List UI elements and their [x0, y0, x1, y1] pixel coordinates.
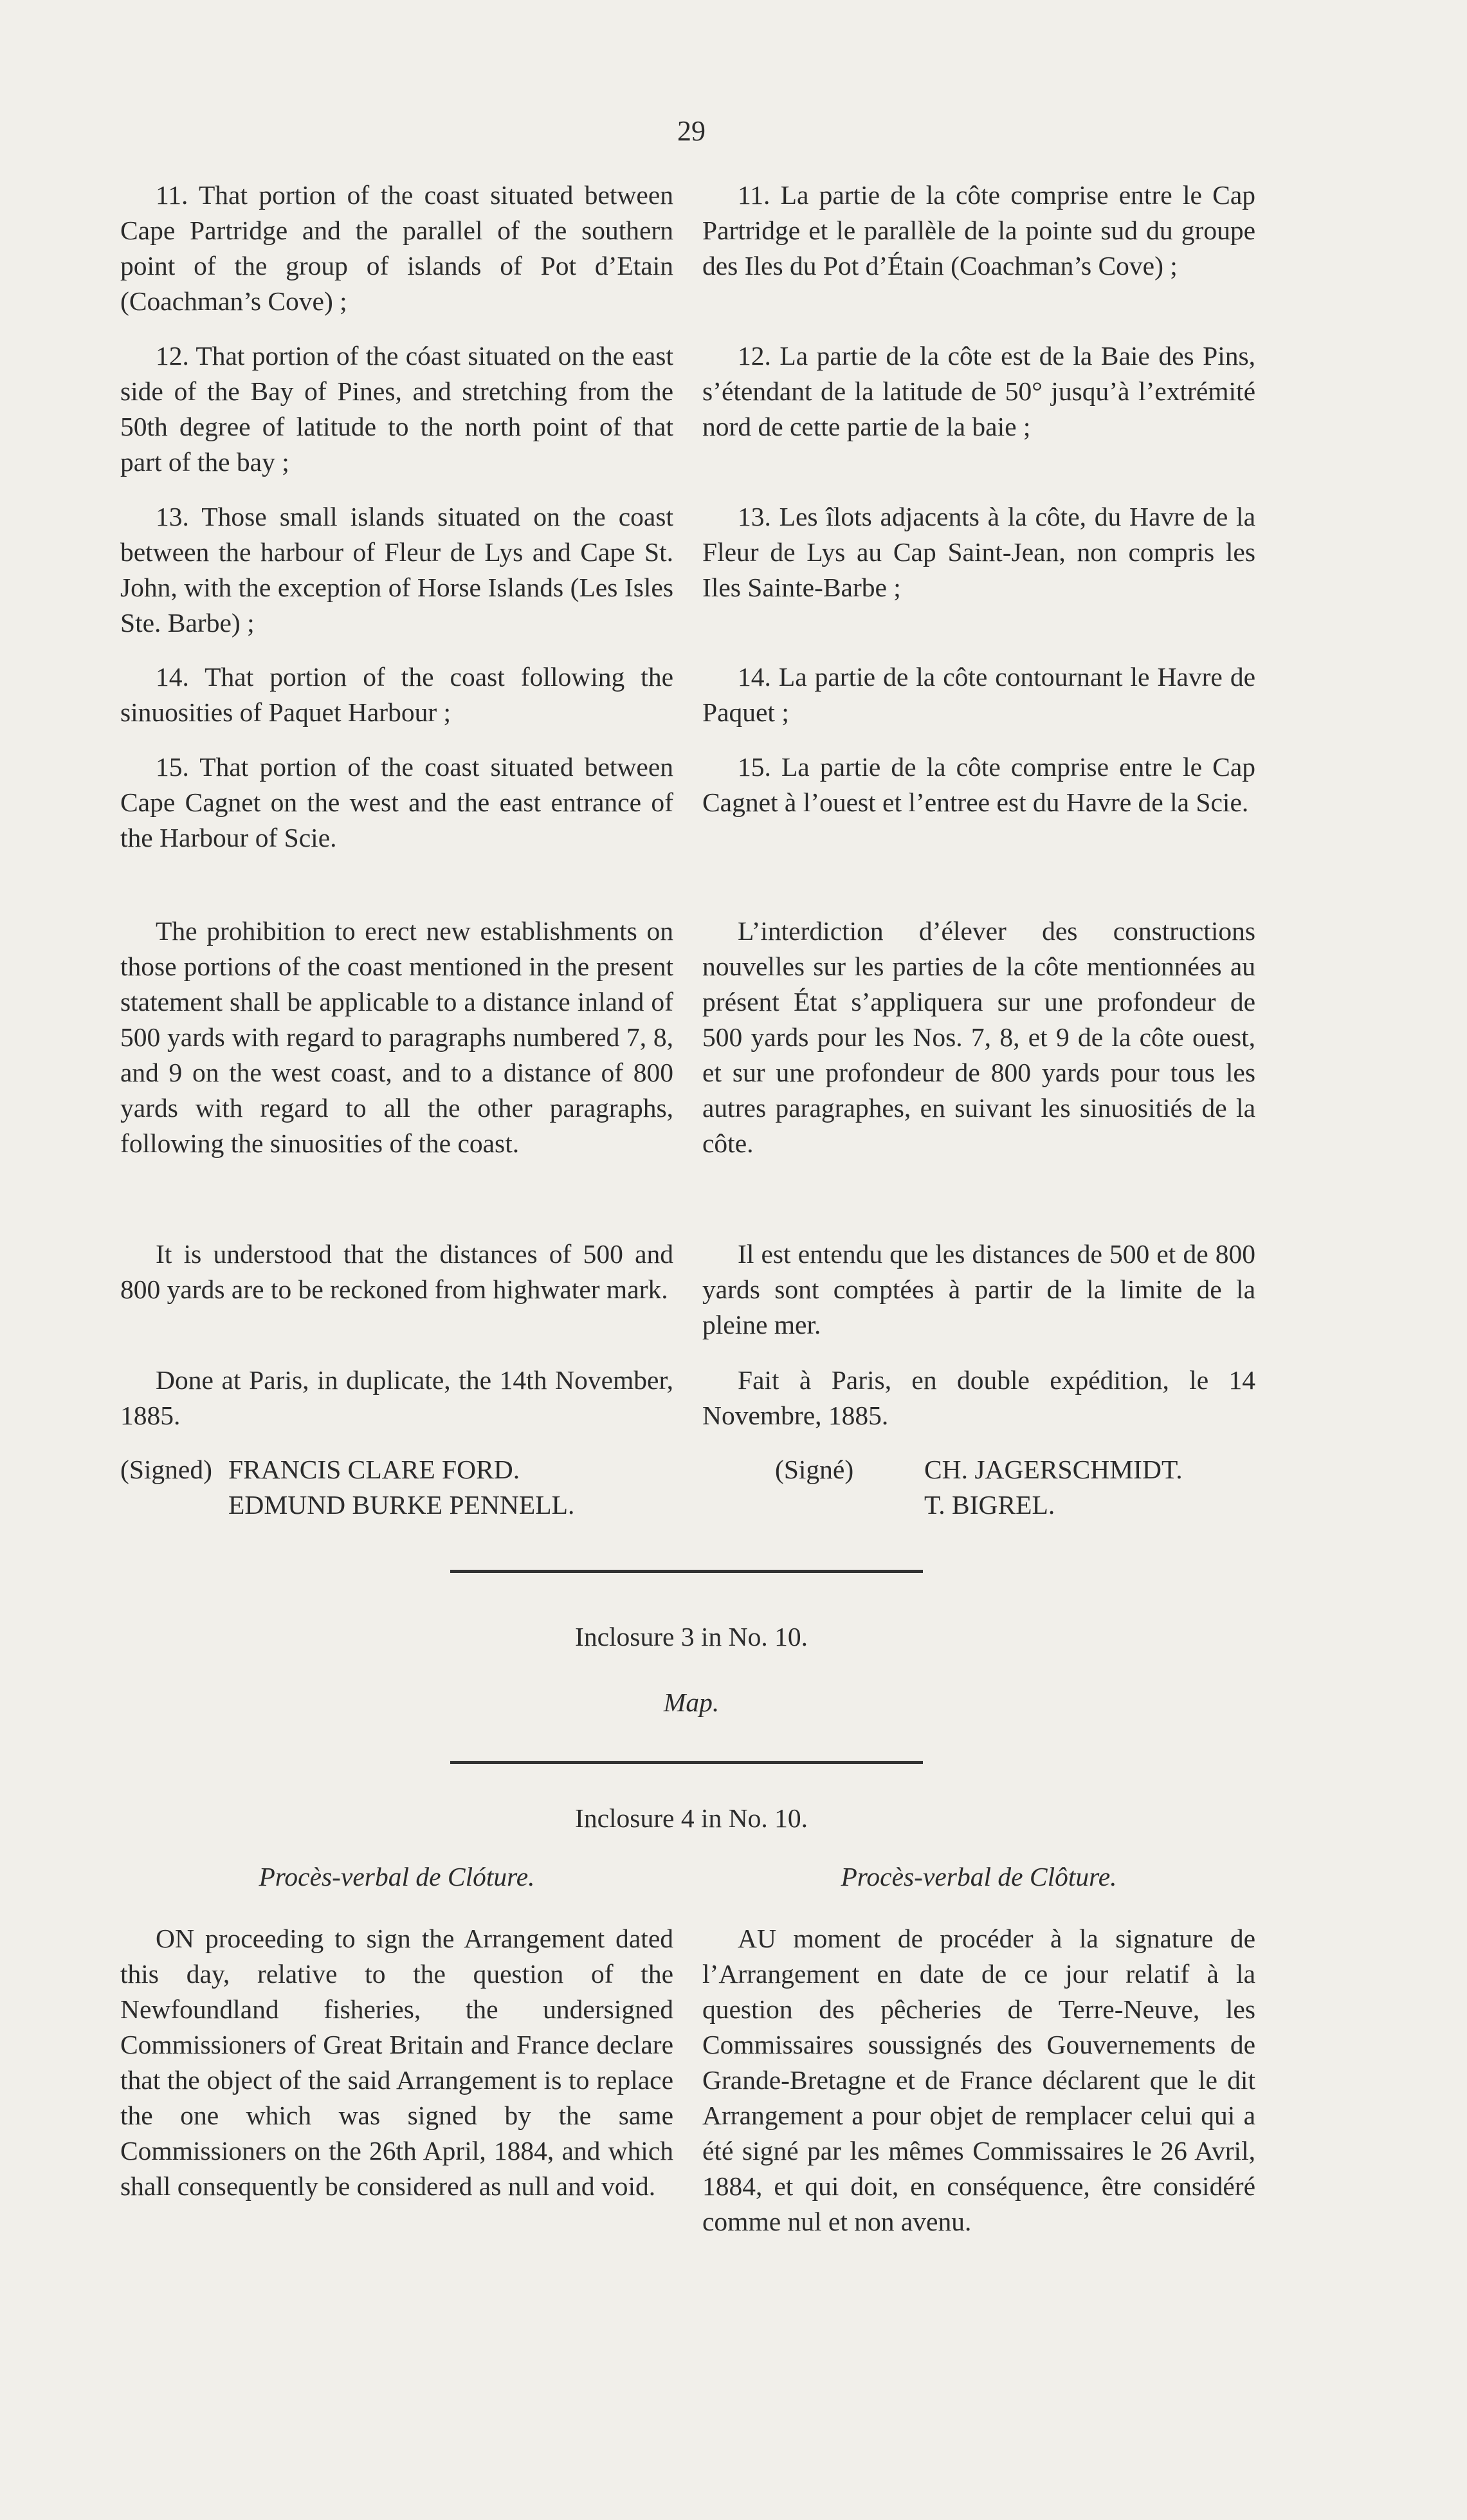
- english-proces-verbal: [120, 1921, 673, 2204]
- english-paragraph-11-text: 11. That portion of the coast situated between Cape Partridge and the parallel of the southern point of the group of islands of Pot d’Etain (Coachman’s Cove) ;: [120, 180, 673, 316]
- english-signer-2: EDMUND BURKE PENNELL.: [228, 1490, 575, 1520]
- english-done: [120, 1363, 673, 1433]
- english-paragraph-12-text: 12. That portion of the cóast situated on the east side of the Bay of Pines, and stretching from the 50th degree of latitude to the north point of that part of the bay ;: [120, 341, 673, 477]
- french-paragraph-13: [702, 499, 1255, 605]
- inclosure-4-heading: Inclosure 4 in No. 10.: [575, 1803, 808, 1833]
- french-paragraph-14-text: 14. La partie de la côte contournant le Havre de Paquet ;: [702, 662, 1255, 727]
- page-number: 29: [677, 115, 706, 147]
- french-proces-verbal-heading: Procès-verbal de Clôture.: [841, 1862, 1117, 1891]
- french-signer-2: T. BIGREL.: [924, 1490, 1055, 1520]
- english-prohibition-text: The prohibition to erect new establishments on those portions of the coast mentioned in the present statement shall be applicable to a distance inland of 500 yards with regard to paragraphs numbered 7, 8, and 9 on the west coast, and to a distance of 800 yards with regard to all the other paragraphs, following the sinuosities of the coast.: [120, 916, 673, 1158]
- french-paragraph-11-text: 11. La partie de la côte comprise entre le Cap Partridge et le parallèle de la pointe sud du groupe des Iles du Pot d’Étain (Coachman’s Cove) ;: [702, 180, 1255, 281]
- french-paragraph-12-text: 12. La partie de la côte est de la Baie des Pins, s’étendant de la latitude de 50° jusqu’à l’extrémité nord de cette partie de la baie ;: [702, 341, 1255, 441]
- english-proces-verbal-text: ON proceeding to sign the Arrangement dated this day, relative to the question of the Newfoundland fisheries, the undersigned Commissioners of Great Britain and France declare that the object of the said Arrangement is to replace the one which was signed by the same Commissioners on the 26th April, 1884, and which shall consequently be considered as null and void.: [120, 1924, 673, 2201]
- english-signer-1: FRANCIS CLARE FORD.: [228, 1455, 520, 1484]
- french-signed-label: (Signé): [775, 1455, 854, 1484]
- french-distances-text: Il est entendu que les distances de 500 et de 800 yards sont comptées à partir de la limite de la pleine mer.: [702, 1239, 1255, 1339]
- inclosure-3-heading: Inclosure 3 in No. 10.: [575, 1622, 808, 1651]
- english-distances: [120, 1237, 673, 1307]
- english-distances-text: It is understood that the distances of 500 and 800 yards are to be reckoned from highwater mark.: [120, 1239, 673, 1304]
- english-done-text: Done at Paris, in duplicate, the 14th November, 1885.: [120, 1365, 673, 1430]
- english-paragraph-15-text: 15. That portion of the coast situated between Cape Cagnet on the west and the east entrance of the Harbour of Scie.: [120, 752, 673, 852]
- english-paragraph-13: [120, 499, 673, 641]
- french-paragraph-15-text: 15. La partie de la côte comprise entre le Cap Cagnet à l’ouest et l’entree est du Havre de la Scie.: [702, 752, 1255, 817]
- divider-rule-1: [450, 1570, 923, 1573]
- french-done: [702, 1363, 1255, 1433]
- french-signer-1: CH. JAGERSCHMIDT.: [924, 1455, 1183, 1484]
- french-paragraph-13-text: 13. Les îlots adjacents à la côte, du Havre de la Fleur de Lys au Cap Saint-Jean, non compris les Iles Sainte-Barbe ;: [702, 502, 1255, 602]
- english-paragraph-14: [120, 659, 673, 730]
- english-paragraph-13-text: 13. Those small islands situated on the coast between the harbour of Fleur de Lys and Cape St. John, with the exception of Horse Islands (Les Isles Ste. Barbe) ;: [120, 502, 673, 638]
- french-distances: [702, 1237, 1255, 1343]
- map-label: Map.: [663, 1688, 720, 1717]
- french-proces-verbal-text: AU moment de procéder à la signature de l’Arrangement en date de ce jour relatif à la question des pêcheries de Terre-Neuve, les Commissaires soussignés des Gouvernements de Grande-Bretagne et de France déclarent que le dit Arrangement a pour objet de remplacer celui qui a été signé par les mêmes Commissaires le 26 Avril, 1884, et qui doit, en conséquence, être considéré comme nul et non avenu.: [702, 1924, 1255, 2236]
- english-paragraph-14-text: 14. That portion of the coast following the sinuosities of Paquet Harbour ;: [120, 662, 673, 727]
- english-prohibition: [120, 914, 673, 1161]
- french-prohibition: [702, 914, 1255, 1161]
- french-prohibition-text: L’interdiction d’élever des constructions nouvelles sur les parties de la côte mentionnées au présent État s’appliquera sur une profondeur de 500 yards pour les Nos. 7, 8, et 9 de la côte ouest, et sur une profondeur de 800 yards pour tous les autres paragraphes, en suivant les sinuositiés de la côte.: [702, 916, 1255, 1158]
- english-proces-verbal-heading: Procès-verbal de Clóture.: [259, 1862, 535, 1891]
- english-signed-label: (Signed): [120, 1455, 212, 1484]
- english-paragraph-15: [120, 750, 673, 856]
- french-paragraph-11: [702, 178, 1255, 284]
- divider-rule-2: [450, 1761, 923, 1764]
- french-proces-verbal: [702, 1921, 1255, 2239]
- french-done-text: Fait à Paris, en double expédition, le 14 Novembre, 1885.: [702, 1365, 1255, 1430]
- french-paragraph-12: [702, 338, 1255, 445]
- english-paragraph-11: [120, 178, 673, 319]
- french-paragraph-15: [702, 750, 1255, 820]
- french-paragraph-14: [702, 659, 1255, 730]
- english-paragraph-12: [120, 338, 673, 480]
